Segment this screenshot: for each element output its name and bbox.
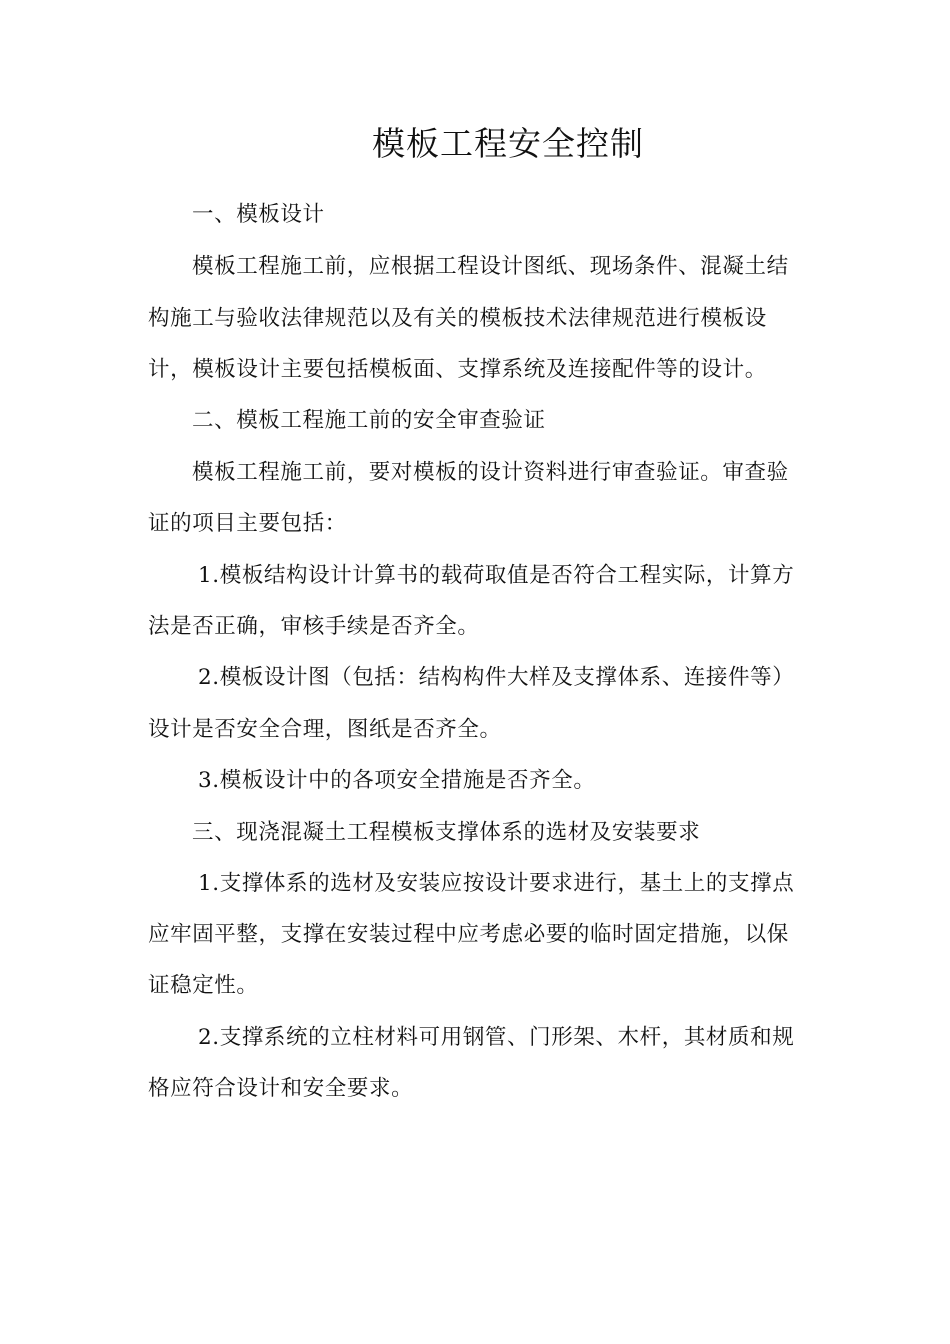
paragraph-line: 模板工程施工前，要对模板的设计资料进行审查验证。审查验 (192, 460, 789, 485)
list-item-line: 证稳定性。 (148, 973, 259, 998)
list-item-line: 设计是否安全合理，图纸是否齐全。 (148, 717, 502, 742)
list-item-line: 格应符合设计和安全要求。 (148, 1076, 414, 1101)
list-item-line: 1.模板结构设计计算书的载荷取值是否符合工程实际，计算方 (198, 563, 795, 588)
paragraph-line: 计，模板设计主要包括模板面、支撑系统及连接配件等的设计。 (148, 357, 767, 382)
section-heading-2: 二、模板工程施工前的安全审查验证 (192, 408, 546, 433)
list-item-line: 法是否正确，审核手续是否齐全。 (148, 614, 480, 639)
list-item-line: 1.支撑体系的选材及安装应按设计要求进行，基土上的支撑点 (198, 871, 795, 896)
paragraph-line: 证的项目主要包括： (148, 511, 347, 536)
section-heading-3: 三、现浇混凝土工程模板支撑体系的选材及安装要求 (192, 820, 701, 845)
list-item-line: 2.模板设计图（包括：结构构件大样及支撑体系、连接件等） (198, 665, 795, 690)
list-item-line: 应牢固平整，支撑在安装过程中应考虑必要的临时固定措施，以保 (148, 922, 789, 947)
list-item-line: 3.模板设计中的各项安全措施是否齐全。 (198, 768, 596, 793)
page-title: 模板工程安全控制 (372, 124, 644, 163)
paragraph-line: 构施工与验收法律规范以及有关的模板技术法律规范进行模板设 (148, 306, 767, 331)
section-heading-1: 一、模板设计 (192, 202, 325, 227)
list-item-line: 2.支撑系统的立柱材料可用钢管、门形架、木杆，其材质和规 (198, 1025, 795, 1050)
paragraph-line: 模板工程施工前，应根据工程设计图纸、现场条件、混凝土结 (192, 254, 789, 279)
